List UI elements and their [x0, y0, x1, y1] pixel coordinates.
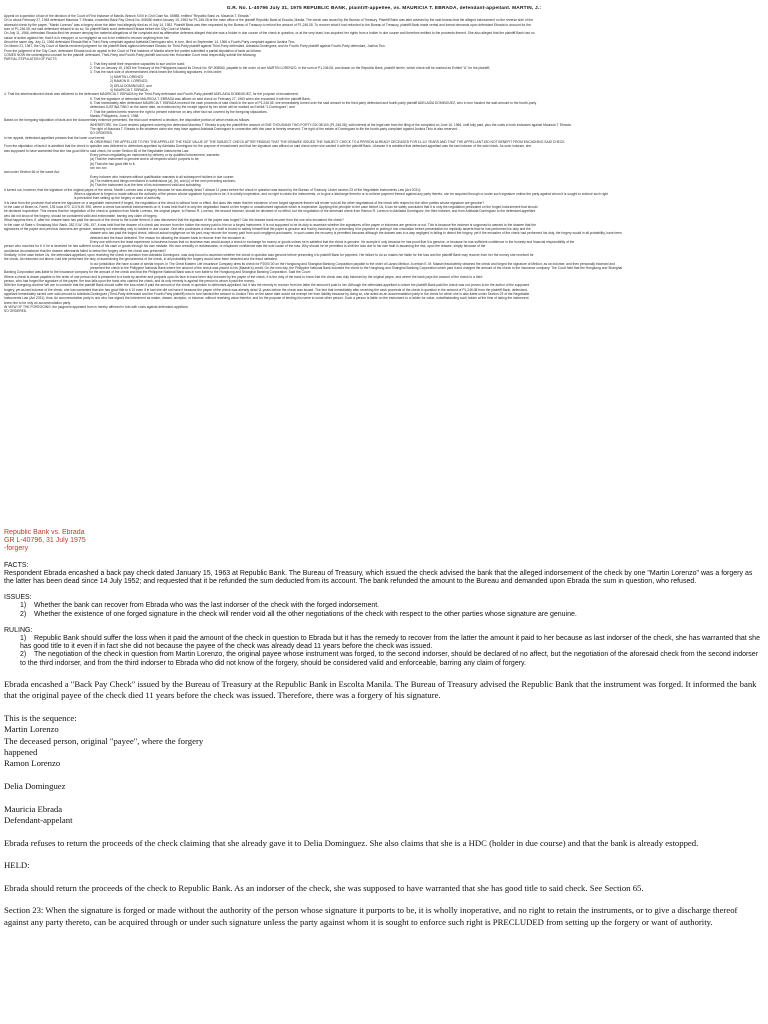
- decision-line: It is clear from the provision that where the signature on a negotiable instrument if forged, the negotiation of the check is without force or effect. But does this mean that the existence of one forged signature therein will render void all the other negotiations of the check with respect to the other parties whose signature are genuine?: [4, 200, 485, 205]
- decision-line: IN ORDERING THE APPELLEE TO PAY THE APPELLEE THE FACE VALUE OF THE SUBJECT CHECK AFTER FINDING THAT THE DRAWEE ISSUED THE SUBJECT CHECK TO A PERSON ALREADY DECEASED FOR 11-1/2 YEARS AND THAT THE APPELLANT DID NOT BENEFIT FROM ENCASHING SAID CHECK.: [90, 139, 566, 144]
- decision-line: 6. That immediately after defendant MAURICIA T. EBRADA received the cash proceeds of said check in the sum of P1,246.08, she immediately turned over the said amount to the third-party defendant and fourth-party plaintiff ADELAIDA DOMINGUEZ, who in turn handed the said amount to the fourth-party: [90, 100, 537, 105]
- decision-line: was supposed to have warranted that she has good title to said check; for under Section 65 of the Negotiable Instruments Law:: [4, 148, 190, 153]
- ruling-item: 2) The negotiation of the check in question from Martin Lorenzo, the original payee whose instrument was forged, to the second indorser, should be declared of no affect, but the negotiation of the aforesaid check from the second indorser to the third indorser, and from the third indorser to Ebrada who did not know of the forgery, should be considered valid and enforceable, barring any claim of forgery.: [20, 651, 759, 667]
- decision-line: 2) RAMON R. LORENZO;: [110, 79, 149, 84]
- decision-line: SO ORDERED.: [4, 309, 28, 314]
- issues-list: [4, 602, 762, 618]
- decision-line: person who vouches for it. If he is deceived he has suffered a loss of his cash or goods through his own mistake. His own credulity or recklessness, or misplaced confidence was the sole cause of the loss. Why should he be permitted to shift the loss due to his own fault in assuming the risk, upon the drawee, simply because of the: [4, 244, 486, 249]
- decision-line: presented the check to the Philippine National Bank where the amount of the check was placed to his (Maasin's) credit. On the next day, the Philippine National Bank indorsed the check to the Hongkong and Shanghai Banking Corporation which paid it and charged the amount of the check to the insurance company. The Court held that the Hongkong and Shanghai: [90, 265, 623, 270]
- decision-line: accidental circumstance that the drawee afterwards failed to detect the forgery when the check was presented?: [4, 248, 167, 253]
- decision-line: detected and the fraud defeated. The reason for allowing the drawee bank to recover from the encasher is:: [90, 235, 246, 240]
- notes-refusal: Ebrada refuses to return the proceeds of the check claiming that she already gave it to Delia Dominguez. She also claims that she is a HDC (holder in due course) and that the bank is already estopped.: [4, 837, 699, 848]
- decision-line: 4. That the aforementioned check was delivered to the defendant MAURICIA T. EBRADA by the Third-Party defendant and Fourth-Party plaintiff ADELAIDA DOMINGUEZ, for the purpose of encashment;: [4, 92, 299, 97]
- decision-line: Banking Corporation was liable to the insurance company for the amount of the check and that the Philippine National Bank was in turn liable to the Hongkong and Shanghai Banking Corporation. Said the Court:: [4, 270, 311, 275]
- decision-line: appellant immediately turned over said amount to Adelaida Dominguez (Third-Party defendant and the Fourth-Party plaintiff) who in turn handed the amount to Justina Tinio on the same date would not exempt her from liability because by doing so, she acted as an accommodation party in the check for which she is also liable under Section 29 of the Negotiable: [4, 292, 530, 296]
- decision-line: (b) That the instrument is at the time of his indorsement valid and subsisting.: [90, 183, 202, 188]
- decision-title: G.R. No. L-40796 July 31, 1975 REPUBLIC BANK, plaintiff-appellee, vs. MAURICIA T. EBRADA, defendant-appellant. MARTIN, J.:: [226, 6, 542, 11]
- decision-line: 3) DELIA DOMINGUEZ; and: [110, 83, 152, 88]
- held-label: HELD:: [4, 860, 30, 871]
- decision-line: Appeal on a question of law of the decision of the Court of First Instance of Manila, Branch XXIII in Civil Case No. 65988, entitled "Republic Bank vs. Mauricia T. Ebrada.": [4, 14, 251, 18]
- decision-line: SO ORDERED.: [90, 131, 114, 136]
- decision-line: Similarly, in the case before Us, the defendant-appellant, upon receiving the check in question from Adelaida Dominguez, was duty-bound to ascertain whether the check in question was genuine before presenting it to plaintiff Bank for payment. Her failure to do so makes her liable for the loss and the plaintiff Bank may recover from her the money she received for: [4, 252, 534, 257]
- sequence-item: Ramon Lorenzo: [4, 758, 61, 769]
- decision-line: What happens then, if, after the drawee bank has paid the amount of the check to the holder thereof, it was discovered that the signature of the payee was forged? Can the drawee bank recover from the one who encashed the check?: [4, 218, 344, 223]
- decision-line: 2. That on January 15, 1963 the Treasury of the Philippines issued its Check No. BP-508060, payable to the order of one MARTIN LORENZO, in the sum of P1,246.08, and drawn on the Republic Bank, plaintiff herein, which check will be marked as Exhibit "A" for the plaintiff;: [90, 66, 490, 71]
- decision-line: drawee who has paid the forged check, without actual negligence on his part, may recover the money paid from such negligent purchasers. In such cases the recovery is permitted because although the drawee was in a way negligent in failing to detect the forgery, yet if the encasher of the check had performed his duty, the forgery would in all probability, have been: [90, 231, 622, 236]
- decision-line: forgery, yet as last indorser of the check, she has warranted that she has good title to it 10 even if in fact she did not have it because the payee of the check was already dead 11 years before the check was issued. The fact that immediately after receiving the cash proceeds of the check in question in the amount of P1,246.08 from the plaintiff Bank, defendant-: [4, 287, 528, 292]
- decision-line: the check. As reasoned out above, had she performed the duty of ascertaining the genuineness of the check, in all probability the forgery would have been detected and the fraud defeated.: [4, 257, 278, 262]
- decision-line: Where a check is drawn payable to the order of one person and is presented to a bank by another and purports upon its face to have been duly indorsed by the payee of the check, it is the duty of the bank to know that the check was duly indorsed by the original payee, and where the bank pays the amount of the check to a third: [4, 274, 483, 279]
- decision-line: Based on the foregoing stipulation of facts and the documentary evidence presented, the trial court rendered a decision, the dispositive portion of which reads as follows:: [4, 118, 250, 123]
- facts-text: Respondent Ebrada encashed a back pay check dated January 15, 1963 at Republic Bank. The Bureau of Treasury, which issued the check advised the bank that the alleged indorsement of the check by one "Martin Lorenzo" was a forgery as the latter has been dead since 14 July 1952; and requested that it be refunded the sum deducted from its account. The bank refunded the amount to the Bureau and demanded upon Ebrada the sum in question, who refused.: [4, 569, 753, 586]
- decision-line: COMES NOW the undersigned counsel for the plaintiff, defendant, Third-Party and Fourth-Party plaintiff and unto this Honorable Court most respectfully submit the following:: [4, 53, 257, 58]
- decision-line: WHEREFORE, the Court renders judgment ordering the defendant Mauricia T. Ebrada to pay the plaintiff the amount of ONE THOUSAND TWO FORTY-SIX 08/100 (P1,246.08), with interest at the legal rate from the filing of the complaint on June 16, 1966, until fully paid, plus the costs in both instances against Mauricia T. Ebrada.: [90, 122, 572, 127]
- decision-line: On July 11, 1966, defendant Ebrada filed her answer denying the material allegations of the complaint and as affirmative defenses alleged that she was a holder in due course of the check in question, or at the very least, has acquired her rights from a holder in due course and therefore entitled to the proceeds thereof. She also alleged that the plaintiff Bank has no: [4, 31, 535, 36]
- decision-line: xxx xxx xxx: [90, 166, 107, 171]
- decision-line: be declared inoperative. This means that the negotiation of the check in question from Martin Lorenzo, the original payee, to Ramon R. Lorenzo, the second indorser, should be declared of no effect, but the negotiation of the aforesaid check from Ramon R. Lorenzo to Adelaida Dominguez, the third indorser, and from Adelaida Dominguez to the defendant-appellant: [4, 209, 536, 214]
- decision-line: 4) MAURICIA T. EBRADA;: [110, 87, 149, 92]
- decision-line: About the same day, July 11, 1966 defendant Ebrada filed a Third-Party complaint against Adelaida Dominguez who, in turn, filed on September 14, 1966 a Fourth-Party complaint against Justina Tino.: [4, 40, 296, 45]
- ruling-item: 1) Republic Bank should suffer the loss when it paid the amount of the check in question to Ebrada but it has the remedy to recover from the latter the amount it paid to her because as last indorser of the check, she has warranted that she has good title to it even if in fact she did not because the payee of the check was already dead 11 years before the check was issued.: [20, 635, 760, 651]
- decision-line: From the stipulation of facts it is admitted that the check in question was delivered to defendant-appellant by Adelaida Dominguez for the purpose of encashment and that her signature was affixed on said check when she cashed it with the plaintiff Bank. Likewise it is admitted that defendant-appellant was the last indorser of the said check. As such indorser, she: [4, 144, 532, 149]
- decision-line: With the foregoing doctrine We are to concede that the plaintiff Bank should suffer the loss when it paid the amount of the check in question to defendant-appellant, but it has the remedy to recover from the latter the amount it paid to her. Although the defendant-appellant to whom the plaintiff Bank paid the check was not proven to be the author of the supposed: [4, 283, 530, 288]
- section-23-text: Section 23: When the signature is forged or made without the authority of the person whose signature it purports to be, it is wholly inoperative, and no right to retain the instruments, or to give a discharge thereof against any party thereto, can be acquired through or under such signature unless the party against whom it is sought to enforce such right is PRECLUDED from setting up the forgery or want of authority.: [4, 905, 738, 927]
- decision-line: In her appeal, defendant-appellant presses that the lower court erred:: [4, 135, 106, 140]
- decision-line: signatures of the payee and previous indorsers are genuine, warranty not extending only to holders in due course. One who purchases a check or draft is bound to satisfy himself that the paper is genuine and that by indorsing it or presenting it for payment or putting it into circulation before presentation he impliedly asserts that he has performed his duty and the: [4, 226, 531, 231]
- decision-line: sum of P1,246.08, but said defendant refused to do so. So plaintiff Bank sued defendant Ebrada before the City Court of Manila.: [4, 27, 191, 32]
- decision-line: defendant JUSTINA TINIO on the same date, as evidenced by the receipt signed by her which will be marked as Exhibit "1-Dominguez"; and: [90, 105, 295, 110]
- held-text: Ebrada should return the proceeds of the check to Republic Bank. As an indorser of the check, she was supposed to have warranted that she has good title to said check. See Section 65.: [4, 882, 644, 893]
- case-number: GR L-40796, 31 July 1975: [4, 537, 86, 545]
- sequence-item: The deceased person, original "payee", where the forgery happened: [4, 735, 204, 758]
- decision-line: cause of action against her; that it is in estoppel, or so negligent as not to be entitled to recover anything from her.: [4, 35, 170, 40]
- decision-line: The right of Mauricia T. Ebrada to file whatever claim she may have against Adelaida Dominguez in connection with this case is hereby reserved. The right of the estate of Dominguez to file the fourth-party complaint against Justina Tinio is also reserved.: [90, 126, 458, 131]
- personal-notes: [4, 679, 760, 1019]
- decision-line: person, who has forged the signature of the payee, the loss falls upon the bank who cashed the check, and its only remedy is against the person to whom it paid the money.: [4, 278, 255, 283]
- decision-line: (a) The matters and things mentioned in subdivisions (a), (b), and (c) of the next preceding sections;: [90, 179, 236, 184]
- facts-label: FACTS:: [4, 561, 29, 569]
- decision-line: Manila, Philippines, June 6, 1968.: [90, 113, 140, 118]
- sequence-label: This is the sequence:: [4, 712, 77, 723]
- decision-line: knew him to be only an accommodation party.: [4, 300, 71, 305]
- decision-line: In the case of State v. Broadway Mut. Bank, 282 S.W. 196, 197, it was held that the drawee of a check can recover from the holder the money paid to him on a forged instrument. It is not supposed to be its duty to ascertain whether the signatures of the payee or indorsers are genuine or not. This is because the indorser is supposed to warrant to the drawee that the: [4, 222, 536, 227]
- sequence-item: Martin Lorenzo: [4, 724, 59, 735]
- decision-line: PARTIAL STIPULATION OF FACTS: [4, 57, 57, 62]
- case-title: Republic Bank vs. Ebrada: [4, 529, 85, 536]
- ruling-label: RULING:: [4, 626, 33, 634]
- issue-item: 1) Whether the bank can recover from Ebrada who was the last indorser of the check with the forged indorsement.: [20, 602, 380, 610]
- decision-line: 5. That the signature of defendant MAURICIA T. EBRADA was affixed on said check on February 27, 1963 when she encashed it with the plaintiff Bank;: [90, 96, 311, 101]
- decision-line: 1) MARTIN LORENZO: [110, 74, 144, 79]
- sequence-item: [4, 770, 760, 781]
- decision-line: Every person negotiating an instrument by delivery or by qualified indorsement, warrants:: [90, 153, 220, 157]
- decision-line: is precluded from setting up the forgery or want of authority.: [74, 196, 161, 201]
- notes-intro: Ebrada encashed a "Back Pay Check" issued by the Bureau of Treasury at the Republic Bank in Escolta Manila. The Bureau of Treasury advised the Republic Bank that the instrument was forged. It informed the bank that the original payee of the check died 11 years before the check was issued. Therefore, there was a forgery of his signature.: [4, 679, 757, 701]
- decision-line: From the judgment of the City Court, defendant Ebrada took an appeal to the Court of First Instance of Manila where the parties submitted a partial stipulation of facts as follows:: [4, 48, 262, 53]
- decision-line: (a) That the instrument is genuine and in all respects what it purports to be;: [90, 157, 200, 162]
- decision-line: On March 21, 1967, the City Court of Manila rendered judgment for the plaintiff Bank against defendant Ebrada; for Third-Party plaintiff against Third-Party defendant, Adelaida Dominguez; and for Fourth-Party plaintiff against Fourth-Party defendant, Justina Tino.: [4, 44, 386, 49]
- sequence-item: Mauricia Ebrada: [4, 804, 63, 815]
- sequence-item: [4, 793, 760, 804]
- decision-line: IN VIEW OF THE FOREGOING, the judgment appealed from is hereby affirmed in toto with costs against defendant-appellant.: [4, 305, 189, 310]
- case-digest: [4, 529, 762, 675]
- decision-line: 3. That the back side of aforementioned check bears the following signatures, in this order:: [90, 70, 223, 75]
- full-text-decision: [4, 6, 764, 514]
- issue-item: 2) Whether the existence of one forged signature in the check will render void all the other negotiations of the check with respect to the other parties whose signature are genuine.: [20, 610, 577, 618]
- decision-line: It turned out, however, that the signature of the original payee of the check, Martin Lorenzo was a forgery because he was already dead 7 almost 11 years before the check in question was issued by the Bureau of Treasury. Under section 23 of the Negotiable Instruments Law (Act 2031):: [4, 187, 421, 192]
- decision-line: Every indorser who indorses without qualification warrants to all subsequent holders in due course:: [90, 174, 235, 179]
- sequence-item: Delia Dominguez: [4, 781, 66, 792]
- ruling-list: [4, 635, 762, 668]
- case-topic: -forgery: [4, 545, 29, 553]
- decision-line: 1. That they admit their respective capacities to sue and be sued;: [90, 61, 186, 66]
- decision-line: On or about February 27, 1963 defendant Mauricia T. Ebrada, encashed Back Pay Check No. 508060 dated January 15, 1963 for P1,246.08 at the main office of the plaintiff Republic Bank at Escolta, Manila. The check was issued by the Bureau of Treasury. Plaintiff Bank was later advised by the said bureau that the alleged indorsement on the reverse side of the: [4, 18, 534, 23]
- issues-label: ISSUES:: [4, 594, 32, 602]
- decision-body: [4, 14, 764, 314]
- decision-line: who did not know of the forgery, should be considered valid and enforceable, barring any claim of forgery.: [4, 213, 158, 218]
- decision-line: (b) That she has good title to it;: [90, 161, 136, 166]
- decision-line: Instruments Law (Act 2031), thus: An accommodation party is one who has signed the instrument as maker, drawer, acceptor, or indorser, without receiving value therefor, and for the purpose of lending his name to some other person. Such a person is liable on the instrument to a holder for value, notwithstanding such holder at the time of taking the instrument: [4, 296, 529, 301]
- decision-line: When a signature is forged or made without the authority of the person whose signature it purports to be, it is wholly inoperative, and no right to retain the instruments, or to give a discharge therefor or to enforce payment thereof against any party thereto, can be acquired through or under such signature unless the party against whom it is sought to enforce such right: [74, 192, 609, 197]
- sequence-list: [4, 724, 760, 827]
- decision-line: 7. That the parties hereto reserve the right to present evidence on any other fact not covered by the foregoing stipulations.: [90, 109, 268, 114]
- decision-line: Every one with even the least experience in business knows that no business man would accept a check in exchange for money or goods unless he is satisfied that the check is genuine. He accepts it only because he has proof that it is genuine, or because he has sufficient confidence in the honesty and financial responsibility of the: [90, 239, 575, 244]
- decision-line: aforesaid check by the payee, "Martin Lorenzo" was a forgery since the latter had allegedly died as of July 14, 1952. Plaintiff Bank was then requested by the Bureau of Treasury to refund the amount of P1,246.08. To recover what it had refunded to the Bureau of Treasury, plaintiff Bank made verbal and formal demands upon defendant Ebrada to account for the: [4, 22, 531, 27]
- decision-line: and under Section 66 of the same Act:: [4, 170, 60, 175]
- decision-line: In our jurisdiction We have a case of similar import. In The Great Eastern Life Insurance Company drew its check for P2000.00 on the Hongkong and Shanghai Banking Corporation payable to the order of Lazaro Melicor. A certain E. M. Maasin fraudulently obtained the check and forged the signature of Melicor, as an indorser, and then personally indorsed and: [90, 261, 615, 266]
- sequence-item: Defendant-appelant: [4, 815, 73, 826]
- decision-line: In the case of Beam vs. Farrel, 135 Iowa 670, 113 N.W. 590, where a check has several indorsements on it, it was held that it is only the negotiation based on the forged or unauthorized signature which is inoperative. Applying this principle to the case before Us, it can be safely concluded that it is only the negotiation predicated on the forged indorsement that should: [4, 205, 538, 210]
